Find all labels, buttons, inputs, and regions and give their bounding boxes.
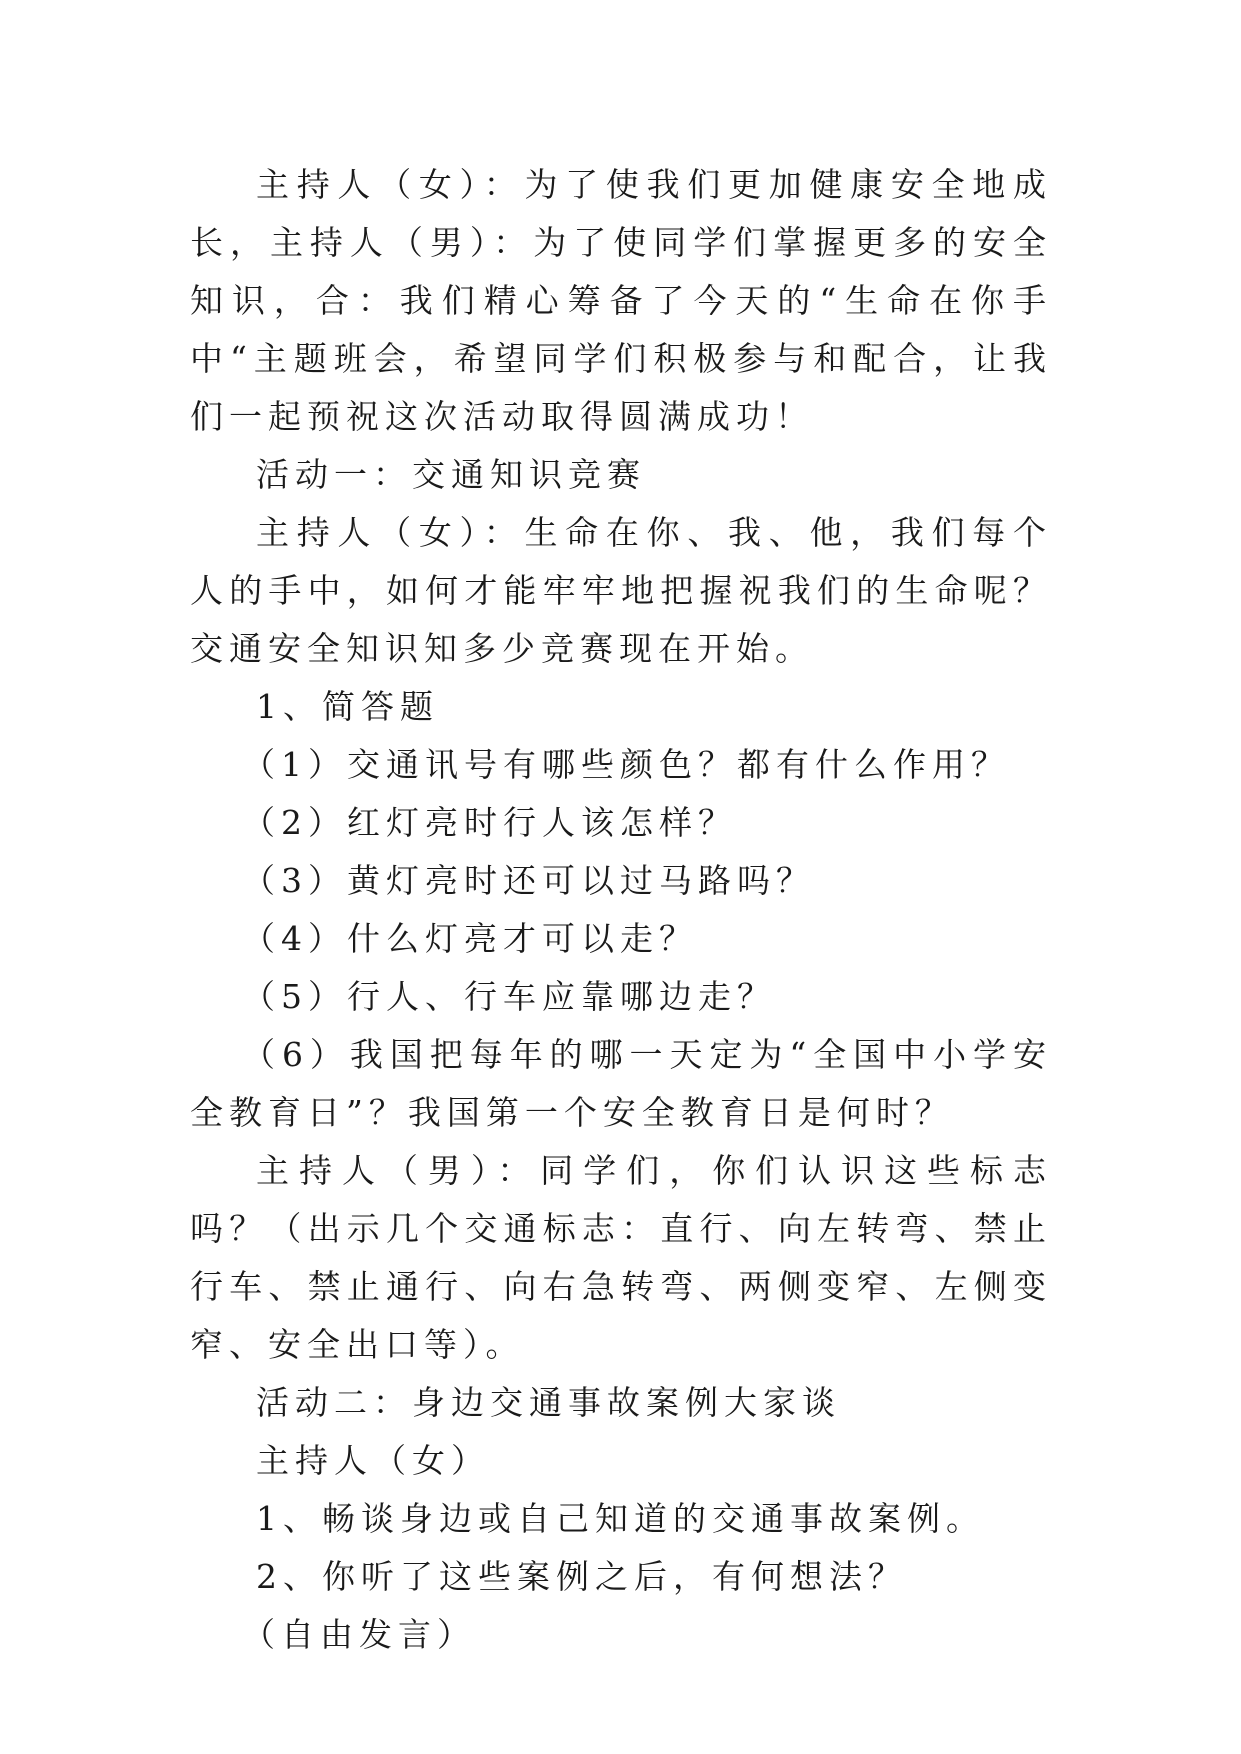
free-speech-note: （自由发言） [242,1615,476,1654]
list-item-1: 1、畅谈身边或自己知道的交通事故案例。 [256,1499,985,1538]
question-2: （2）红灯亮时行人该怎样？ [242,803,737,842]
question-1: （1）交通讯号有哪些颜色？都有什么作用？ [242,745,1010,784]
document-body [190,156,1052,1664]
question-5: （5）行人、行车应靠哪边走？ [242,977,776,1016]
list-item-2: 2、你听了这些案例之后，有何想法？ [256,1557,907,1596]
paragraph-host-male: 主持人（男）：同学们，你们认识这些标志吗？（出示几个交通标志：直行、向左转弯、禁止行车、禁止通行、向右急转弯、两侧变窄、左侧变窄、安全出口等）。 [190,1151,1052,1364]
heading-activity-one: 活动一：交通知识竞赛 [256,455,646,494]
question-3: （3）黄灯亮时还可以过马路吗？ [242,861,815,900]
heading-activity-two: 活动二：身边交通事故案例大家谈 [256,1383,841,1422]
paragraph-host-female: 主持人（女）：生命在你、我、他，我们每个人的手中，如何才能牢牢地把握祝我们的生命呢？交通安全知识知多少竞赛现在开始。 [190,513,1052,668]
question-4: （4）什么灯亮才可以走？ [242,919,698,958]
host-female-label: 主持人（女） [256,1441,490,1480]
heading-short-answer: 1、简答题 [256,687,439,726]
paragraph-opening: 主持人（女）：为了使我们更加健康安全地成长，主持人（男）：为了使同学们掌握更多的安全知识，合：我们精心筹备了今天的“生命在你手中“主题班会，希望同学们积极参与和配合，让我们一起预祝这次活动取得圆满成功！ [190,165,1052,436]
question-6: （6）我国把每年的哪一天定为“全国中小学安全教育日”？我国第一个安全教育日是何时？ [190,1035,1052,1132]
